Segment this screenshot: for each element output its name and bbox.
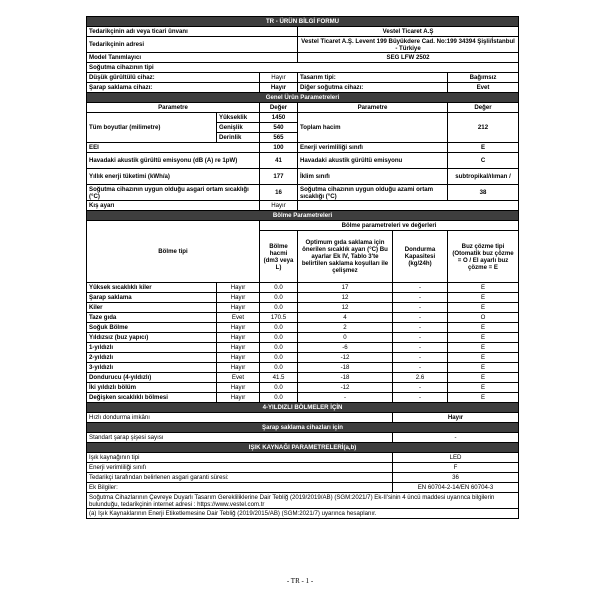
supplier-address-value: Vestel Ticaret A.Ş. Levent 199 Büyükdere Cad. No:199 34394 Şişli/İstanbul - Türkiye: [298, 37, 519, 53]
annual-energy-value: 177: [260, 169, 298, 185]
compartment-name: Yüksek sıcaklıklı kiler: [87, 283, 217, 293]
compartment-row: [87, 353, 519, 363]
compartment-freeze-capacity: -: [393, 383, 448, 393]
min-ambient-temp-value: 16: [260, 185, 298, 201]
low-noise-value: Hayır: [260, 73, 298, 83]
compartment-temp: 4: [298, 313, 393, 323]
compartment-temp: -18: [298, 373, 393, 383]
compartment-freeze-capacity: -: [393, 333, 448, 343]
compartment-volume: 0.0: [260, 283, 298, 293]
supplier-name-label: Tedarikçinin adı veya ticari ünvanı: [87, 27, 298, 37]
compartment-volume: 0.0: [260, 333, 298, 343]
wine-bottles-value: -: [393, 433, 519, 443]
compartment-temp: -12: [298, 353, 393, 363]
winter-setting-blank: [298, 201, 519, 211]
low-noise-label: Düşük gürültülü cihaz:: [87, 73, 260, 83]
other-appliance-label: Diğer soğutma cihazı:: [298, 83, 448, 93]
compartment-row: [87, 293, 519, 303]
compartment-defrost: E: [448, 323, 519, 333]
compartment-name: Soğuk Bölme: [87, 323, 217, 333]
defrost-type-header: Buz çözme tipi (Otomatik buz çözme = O / El ayarlı buz çözme = E: [448, 231, 519, 283]
compartment-freeze-capacity: -: [393, 363, 448, 373]
compartment-params-title: Bölme Parametreleri: [87, 211, 519, 221]
compartment-row: [87, 283, 519, 293]
compartment-temp: -6: [298, 343, 393, 353]
compartment-present: Hayır: [217, 323, 260, 333]
design-type-label: Tasarım tipi:: [298, 73, 448, 83]
compartment-volume: 0.0: [260, 353, 298, 363]
compartment-temp: 17: [298, 283, 393, 293]
fast-freeze-value: Hayır: [393, 413, 519, 423]
compartment-name: Değişken sıcaklıklı bölmesi: [87, 393, 217, 403]
eei-label: EEI: [87, 143, 260, 153]
model-value: SEG LFW 2502: [298, 53, 519, 63]
compartment-row: [87, 303, 519, 313]
other-appliance-value: Evet: [448, 83, 519, 93]
light-type-value: LED: [393, 453, 519, 463]
noise-class-label: Havadaki akustik gürültü emisyonu: [298, 153, 448, 169]
value-col-header-2: Değer: [448, 103, 519, 113]
compartment-name: Yıldızsız (buz yapıcı): [87, 333, 217, 343]
compartment-present: Hayır: [217, 343, 260, 353]
compartment-present: Hayır: [217, 383, 260, 393]
wine-bottles-label: Standart şarap şişesi sayısı: [87, 433, 393, 443]
compartment-temp: 0: [298, 333, 393, 343]
light-source-title: IŞIK KAYNAĞI PARAMETRELERİ(a,b): [87, 443, 519, 453]
compartment-temp: -18: [298, 363, 393, 373]
compartment-defrost: E: [448, 393, 519, 403]
noise-emission-label: Havadaki akustik gürültü emisyonu (dB (A) re 1pW): [87, 153, 260, 169]
extra-info-value: EN 60704-2-14/EN 60704-3: [393, 483, 519, 493]
warranty-value: 36: [393, 473, 519, 483]
compartment-name: 3-yıldızlı: [87, 363, 217, 373]
compartment-present: Evet: [217, 313, 260, 323]
compartment-volume: 0.0: [260, 293, 298, 303]
compartment-name: 2-yıldızlı: [87, 353, 217, 363]
noise-class-value: C: [448, 153, 519, 169]
four-star-title: 4-YILDIZLI BÖLMELER İÇİN: [87, 403, 519, 413]
supplier-address-label: Tedarikçinin adresi: [87, 37, 298, 53]
storage-temp-header: Optimum gıda saklama için önerilen sıcaklık ayarı (°C) Bu ayarlar Ek IV, Tablo 3'te belirtilen saklama koşulları ile çelişmez: [298, 231, 393, 283]
compartment-freeze-capacity: -: [393, 293, 448, 303]
width-label: Genişlik: [217, 123, 260, 133]
design-type-value: Bağımsız: [448, 73, 519, 83]
compartment-defrost: E: [448, 283, 519, 293]
light-energy-class-label: Enerji verimliliği sınıfı: [87, 463, 393, 473]
total-volume-value: 212: [448, 113, 519, 143]
compartment-row: [87, 313, 519, 323]
compartment-present: Evet: [217, 373, 260, 383]
compartment-defrost: E: [448, 363, 519, 373]
energy-class-value: E: [448, 143, 519, 153]
compartment-freeze-capacity: -: [393, 323, 448, 333]
compartment-freeze-capacity: -: [393, 393, 448, 403]
product-info-form: [86, 16, 519, 519]
compartment-row: [87, 383, 519, 393]
light-footnote: (a) Işık Kaynaklarının Enerji Etiketlemesine Dair Tebliğ (2019/2015/AB) (SGM:2021/7) uyarınca hesaplanır.: [87, 509, 519, 519]
compartment-row: [87, 343, 519, 353]
freezing-capacity-header: Dondurma Kapasitesi (kg/24h): [393, 231, 448, 283]
max-ambient-temp-value: 38: [448, 185, 519, 201]
compartment-defrost: E: [448, 383, 519, 393]
min-ambient-temp-label: Soğutma cihazının uygun olduğu asgari ortam sıcaklığı (°C): [87, 185, 260, 201]
supplier-name-value: Vestel Ticaret A.Ş: [298, 27, 519, 37]
compartment-defrost: E: [448, 293, 519, 303]
compartment-volume: 170.5: [260, 313, 298, 323]
general-params-title: Genel Ürün Parametreleri: [87, 93, 519, 103]
compartment-name: İki yıldızlı bölüm: [87, 383, 217, 393]
annual-energy-label: Yıllık enerji tüketimi (kWh/a): [87, 169, 260, 185]
compartment-row: [87, 323, 519, 333]
compartment-present: Hayır: [217, 293, 260, 303]
compartment-defrost: E: [448, 303, 519, 313]
compartment-volume: 0.0: [260, 343, 298, 353]
regulation-note: Soğutma Cihazlarının Çevreye Duyarlı Tasarım Gerekliliklerine Dair Tebliğ (2019/2019/AB) (SGM:2021/7) Ek-II'sinin 4 üncü maddesi uyarınca bilgilerin bulunduğu, tedarikçinin internet adresi : https://www.vestel.com.tr: [87, 493, 519, 509]
compartment-defrost: E: [448, 343, 519, 353]
page-number: - TR - 1 -: [286, 577, 314, 585]
depth-value: 565: [260, 133, 298, 143]
height-label: Yükseklik: [217, 113, 260, 123]
total-volume-label: Toplam hacim: [298, 113, 448, 143]
noise-emission-value: 41: [260, 153, 298, 169]
light-type-label: Işık kaynağının tipi: [87, 453, 393, 463]
compartment-temp: 12: [298, 303, 393, 313]
compartment-temp: 2: [298, 323, 393, 333]
light-energy-class-value: F: [393, 463, 519, 473]
compartment-name: Dondurucu (4-yıldızlı): [87, 373, 217, 383]
compartment-name: Şarap saklama: [87, 293, 217, 303]
eei-value: 100: [260, 143, 298, 153]
depth-label: Derinlik: [217, 133, 260, 143]
compartment-temp: 12: [298, 293, 393, 303]
compartment-defrost: E: [448, 353, 519, 363]
compartment-volume: 0.0: [260, 393, 298, 403]
value-col-header: Değer: [260, 103, 298, 113]
compartment-name: Taze gıda: [87, 313, 217, 323]
compartment-volume: 0.0: [260, 323, 298, 333]
compartment-name: Kiler: [87, 303, 217, 313]
compartment-temp: -12: [298, 383, 393, 393]
climate-class-label: İklim sınıfı: [298, 169, 448, 185]
max-ambient-temp-label: Soğutma cihazının uygun olduğu azami ortam sıcaklığı (°C): [298, 185, 448, 201]
compartment-temp: -: [298, 393, 393, 403]
width-value: 540: [260, 123, 298, 133]
compartment-defrost: E: [448, 333, 519, 343]
compartment-values-subtitle: Bölme parametreleri ve değerleri: [260, 221, 519, 231]
compartment-row: [87, 363, 519, 373]
compartment-defrost: E: [448, 373, 519, 383]
compartment-volume: 41.5: [260, 373, 298, 383]
compartment-defrost: O: [448, 313, 519, 323]
compartment-row: [87, 373, 519, 383]
compartment-freeze-capacity: -: [393, 343, 448, 353]
compartment-present: Hayır: [217, 353, 260, 363]
compartment-freeze-capacity: -: [393, 313, 448, 323]
compartment-present: Hayır: [217, 283, 260, 293]
model-label: Model Tanımlayıcı: [87, 53, 298, 63]
winter-setting-value: Hayır: [260, 201, 298, 211]
dimensions-label: Tüm boyutlar (milimetre): [87, 113, 217, 143]
compartment-freeze-capacity: 2.6: [393, 373, 448, 383]
wine-section-title: Şarap saklama cihazları için: [87, 423, 519, 433]
compartment-present: Hayır: [217, 393, 260, 403]
compartment-freeze-capacity: -: [393, 283, 448, 293]
warranty-label: Tedarikçi tarafından belirlenen asgari garanti süresi:: [87, 473, 393, 483]
compartment-volume: 0.0: [260, 383, 298, 393]
compartment-row: [87, 393, 519, 403]
compartment-name: 1-yıldızlı: [87, 343, 217, 353]
extra-info-label: Ek Bilgiler:: [87, 483, 393, 493]
fast-freeze-label: Hızlı dondurma imkânı: [87, 413, 393, 423]
compartment-freeze-capacity: -: [393, 303, 448, 313]
height-value: 1450: [260, 113, 298, 123]
compartment-present: Hayır: [217, 363, 260, 373]
compartment-type-header: Bölme tipi: [87, 221, 260, 283]
compartment-row: [87, 333, 519, 343]
wine-storage-label: Şarap saklama cihazı:: [87, 83, 260, 93]
form-title: TR - ÜRÜN BİLGİ FORMU: [87, 17, 519, 27]
compartment-freeze-capacity: -: [393, 353, 448, 363]
compartment-present: Hayır: [217, 303, 260, 313]
param-col-header-2: Parametre: [298, 103, 448, 113]
compartment-present: Hayır: [217, 333, 260, 343]
appliance-type-label: Soğutma cihazının tipi: [87, 63, 519, 73]
compartment-volume: 0.0: [260, 363, 298, 373]
climate-class-value: subtropikal/ılıman /: [448, 169, 519, 185]
winter-setting-label: Kış ayarı: [87, 201, 260, 211]
wine-storage-value: Hayır: [260, 83, 298, 93]
compartment-volume: 0.0: [260, 303, 298, 313]
param-col-header: Parametre: [87, 103, 260, 113]
compartment-volume-header: Bölme hacmi (dm3 veya L): [260, 231, 298, 283]
energy-class-label: Enerji verimliliği sınıfı: [298, 143, 448, 153]
